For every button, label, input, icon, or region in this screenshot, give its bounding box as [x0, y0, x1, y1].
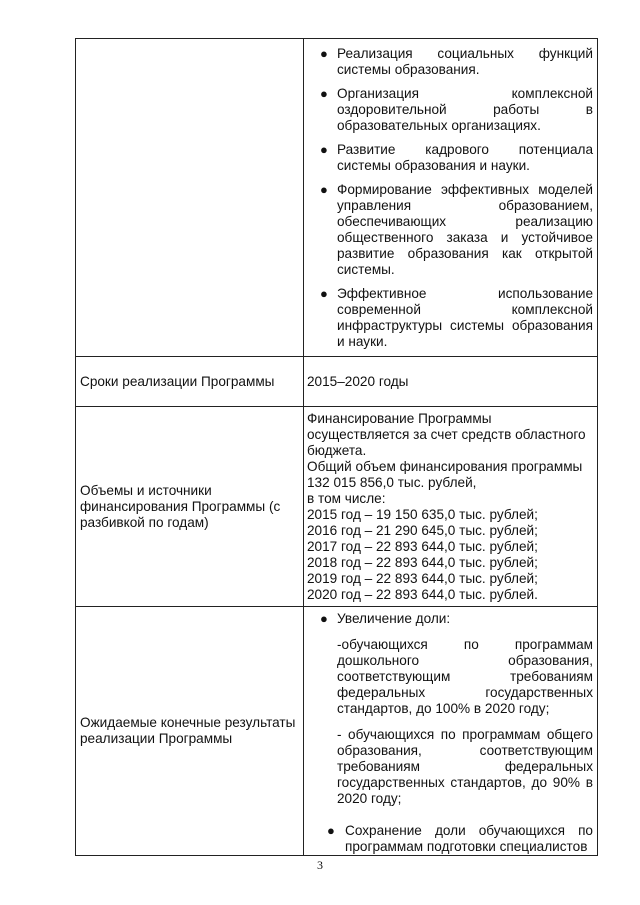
list-item: ● Развитие кадрового потенциала системы образования и науки.	[320, 142, 593, 173]
program-passport-table	[75, 38, 598, 856]
results-list	[307, 611, 593, 627]
table-row	[76, 607, 598, 856]
funding-year-2018: 2018 год – 22 893 644,0 тыс. рублей;	[307, 555, 538, 570]
page-number: 3	[317, 858, 323, 872]
list-item: ● Формирование эффективных моделей управления образованием, обеспечивающих реализацию общественного заказа и устойчивое развитие образования как открытой системы.	[320, 182, 593, 277]
tasks-cell	[304, 39, 598, 357]
results-list-2	[307, 823, 593, 855]
funding-intro: Финансирование Программы осуществляется за счет средств областного бюджета.	[307, 411, 586, 458]
funding-year-2020: 2020 год – 22 893 644,0 тыс. рублей.	[307, 587, 538, 602]
table-row	[76, 39, 598, 357]
term-value: 2015–2020 годы	[304, 357, 598, 407]
funding-including: в том числе:	[307, 491, 386, 506]
term-label: Сроки реализации Программы	[76, 357, 304, 407]
funding-label: Объемы и источники финансирования Программы (с разбивкой по годам)	[76, 407, 304, 607]
list-item: ● Организация комплексной оздоровительной работы в образовательных организациях.	[320, 86, 593, 133]
result-sub-preschool: -обучающихся по программам дошкольного образования, соответствующим требованиям федеральных государственных стандартов, до 100% в 2020 году;	[337, 637, 593, 716]
funding-total: Общий объем финансирования программы 132 015 856,0 тыс. рублей,	[307, 459, 583, 490]
list-item: ● Эффективное использование современной комплексной инфраструктуры системы образования и науки.	[320, 286, 593, 349]
empty-label-cell	[76, 39, 304, 357]
list-item: ● Сохранение доли обучающихся по программам подготовки специалистов	[327, 823, 593, 854]
funding-year-2016: 2016 год – 21 290 645,0 тыс. рублей;	[307, 523, 538, 538]
funding-cell	[304, 407, 598, 607]
funding-year-2019: 2019 год – 22 893 644,0 тыс. рублей;	[307, 571, 538, 586]
table-row	[76, 357, 598, 407]
list-item: ● Увеличение доли:	[320, 611, 451, 626]
list-item: ● Реализация социальных функций системы образования.	[320, 46, 593, 77]
tasks-list	[307, 46, 593, 350]
table-row	[76, 407, 598, 607]
funding-year-2017: 2017 год – 22 893 644,0 тыс. рублей;	[307, 539, 538, 554]
funding-year-2015: 2015 год – 19 150 635,0 тыс. рублей;	[307, 507, 538, 522]
results-label: Ожидаемые конечные результаты реализации Программы	[76, 607, 304, 856]
result-sub-general: - обучающихся по программам общего образования, соответствующим требованиям федеральных государственных стандартов, до 90% в 2020 году;	[337, 727, 593, 806]
results-cell	[304, 607, 598, 856]
